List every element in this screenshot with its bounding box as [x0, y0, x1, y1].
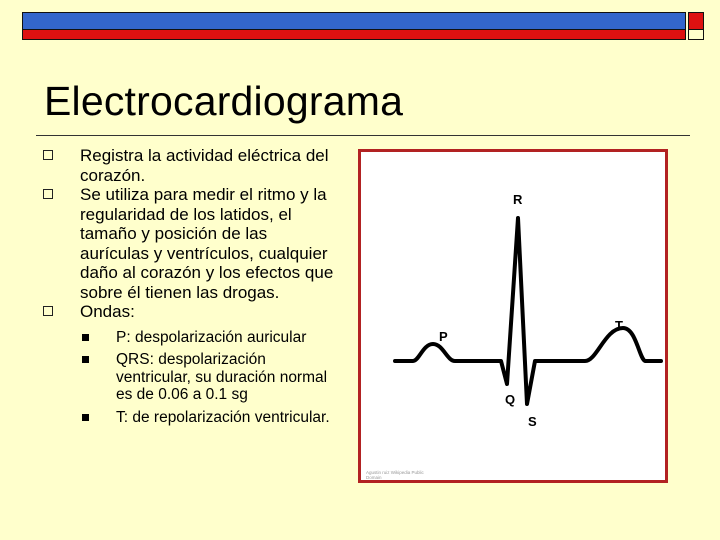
- corner-box-red: [688, 12, 704, 30]
- sub-bullet-text: QRS: despolarización ventricular, su duración normal es de 0.06 a 0.1 sg: [116, 351, 328, 403]
- filled-square-bullet-icon: [82, 356, 89, 363]
- bullet-text: Ondas:: [80, 302, 135, 321]
- corner-box-yellow: [688, 30, 704, 40]
- sub-bullet-item: [80, 329, 340, 347]
- top-bar-red: [22, 30, 686, 40]
- ecg-trace: [395, 218, 661, 404]
- sub-bullet-text: P: despolarización auricular: [116, 328, 307, 346]
- ecg-label-t: T: [615, 318, 623, 333]
- hollow-square-bullet-icon: [43, 189, 53, 199]
- image-credit: Agustin ruiz Wikipedia Public Domain: [366, 470, 424, 480]
- sub-bullet-item: [80, 409, 340, 427]
- sub-bullet-text: T: de repolarización ventricular.: [116, 408, 330, 426]
- bullet-item: [40, 302, 340, 426]
- filled-square-bullet-icon: [82, 334, 89, 341]
- slide-title: Electrocardiograma: [44, 78, 404, 124]
- filled-square-bullet-icon: [82, 414, 89, 421]
- bullet-text: Se utiliza para medir el ritmo y la regularidad de los latidos, el tamaño y posición de las aurículas y ventrículos, cualquier daño al corazón y los efectos que sobre él tienen las drogas.: [80, 185, 334, 302]
- ecg-label-r: R: [513, 192, 523, 207]
- bullet-item: [40, 146, 340, 185]
- bullet-item: [40, 185, 340, 302]
- title-divider: [36, 135, 690, 136]
- ecg-label-s: S: [528, 414, 537, 429]
- hollow-square-bullet-icon: [43, 306, 53, 316]
- ecg-figure: [358, 149, 668, 483]
- top-bar-blue: [22, 12, 686, 30]
- ecg-label-q: Q: [505, 392, 516, 407]
- sub-bullet-item: [80, 351, 340, 404]
- hollow-square-bullet-icon: [43, 150, 53, 160]
- sub-bullet-list: [80, 329, 340, 427]
- ecg-label-p: P: [439, 329, 448, 344]
- bullet-list: [40, 146, 340, 431]
- bullet-text: Registra la actividad eléctrica del corazón.: [80, 146, 329, 185]
